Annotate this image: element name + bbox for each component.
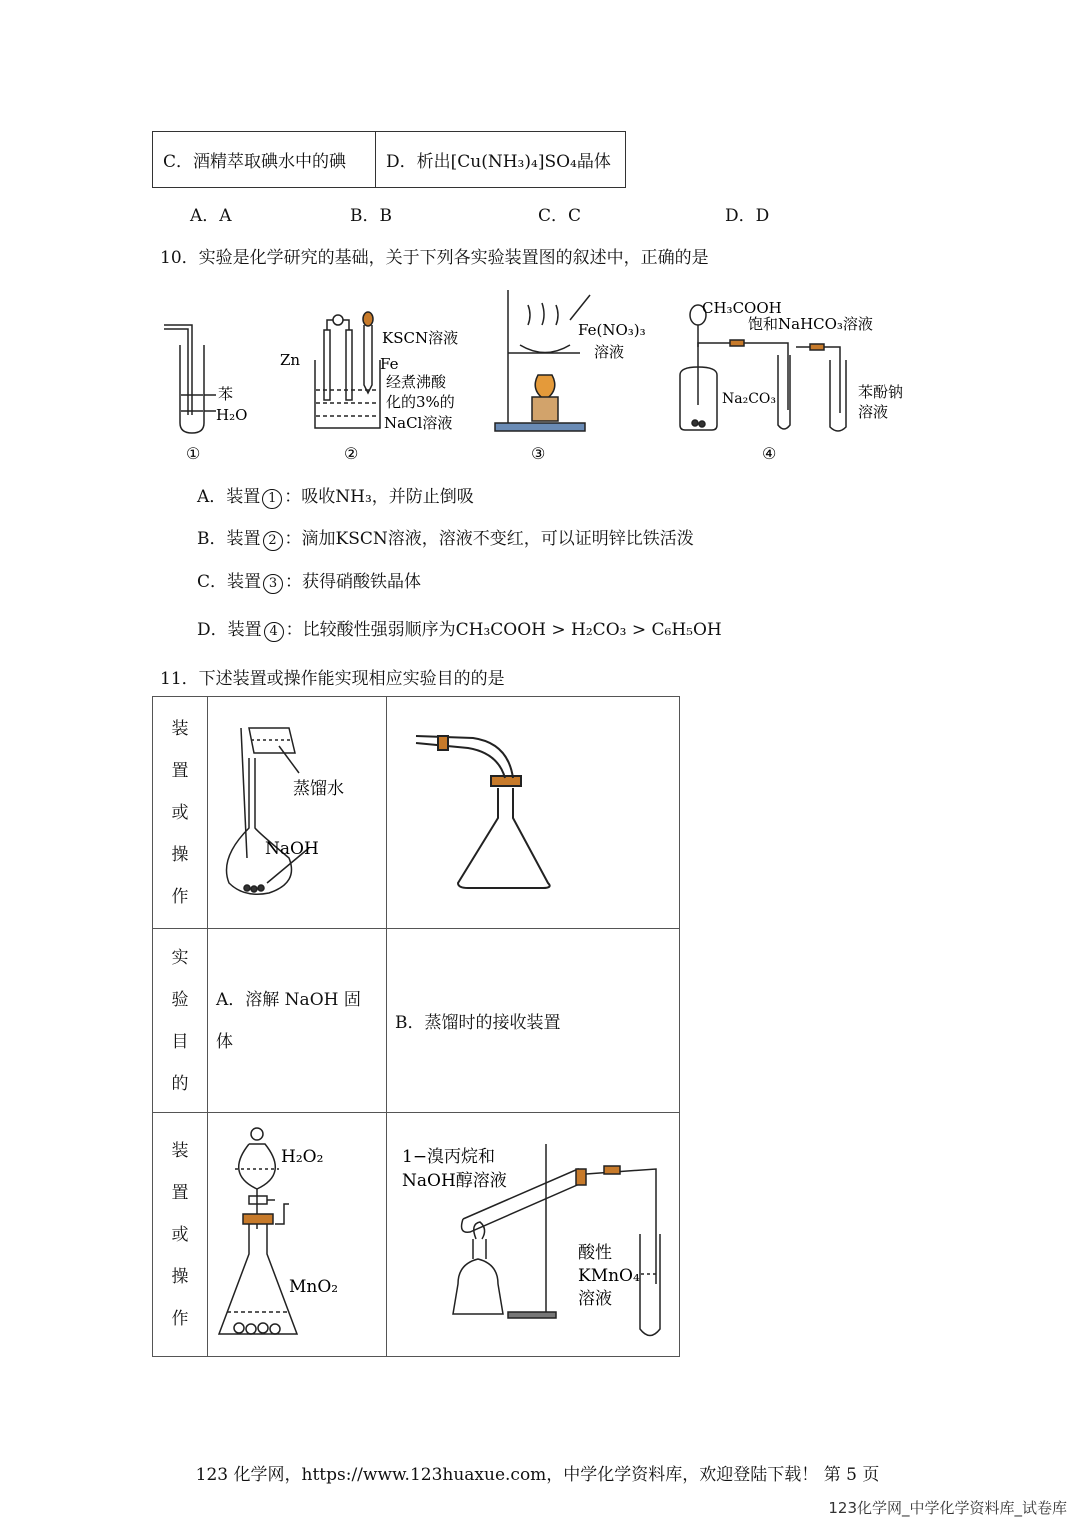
q9-answer-d: D．D	[725, 206, 770, 226]
page-footer: 123 化学网，https://www.123huaxue.com，中学化学资料库，欢迎登陆下载！ 第 5 页	[195, 1465, 880, 1485]
fig2-number: ②	[344, 444, 359, 463]
h2o2-mno2-figure	[209, 1114, 385, 1350]
q11-row-header-device-2	[153, 1113, 208, 1357]
q9-option-c-cell: C．酒精萃取碘水中的碘	[153, 132, 376, 188]
q10-option-b-text: ：滴加KSCN溶液，溶液不变红，可以证明锌比铁活泼	[284, 529, 694, 549]
fig3-number: ③	[531, 444, 546, 463]
watermark-text: 123化学网_中学化学资料库_试卷库	[828, 1499, 1067, 1517]
elimination-kmno4-figure	[388, 1114, 678, 1350]
purpose-a-line1: A．溶解 NaOH 固	[216, 989, 361, 1010]
fig3-label-formula: Fe(NO₃)₃	[578, 321, 646, 339]
q10-option-a	[197, 482, 474, 509]
fig4-label-solution: 溶液	[858, 403, 889, 421]
fig4-label-nahco3: 饱和NaHCO₃溶液	[748, 315, 873, 333]
q10-option-b	[197, 524, 694, 551]
header-char: 置	[171, 1182, 189, 1203]
header-char: 或	[171, 1224, 189, 1245]
fig1-number: ①	[186, 444, 201, 463]
header-char: 验	[171, 989, 189, 1010]
q10-option-d-prefix: D．装置	[197, 620, 262, 640]
q10-option-c-prefix: C．装置	[197, 572, 262, 592]
fig2-label-fe: Fe	[380, 355, 399, 373]
label-distilled-water: 蒸馏水	[293, 779, 344, 799]
q11-cell-c-apparatus	[208, 1113, 387, 1357]
q11-cell-b-purpose	[387, 929, 680, 1113]
header-char: 装	[171, 718, 189, 739]
q10-option-b-circled-number: 2	[263, 531, 283, 551]
fig3-label-solution: 溶液	[594, 343, 625, 361]
fig4-label-na2co3: Na₂CO₃	[722, 391, 777, 407]
fig2-label-line3: NaCl溶液	[384, 414, 453, 432]
q10-option-a-prefix: A．装置	[197, 487, 261, 507]
q10-option-a-text: ：吸收NH₃，并防止倒吸	[284, 487, 474, 507]
q11-cell-a-apparatus	[208, 697, 387, 929]
fig4-label-phenolate: 苯酚钠	[858, 383, 904, 401]
label-solution: 溶液	[578, 1289, 612, 1309]
fig1-label-benzene: 苯	[218, 385, 234, 403]
q11-cell-d-apparatus	[387, 1113, 680, 1357]
header-char: 装	[171, 1140, 189, 1161]
q10-option-a-circled-number: 1	[262, 489, 282, 509]
fig4-number: ④	[762, 444, 777, 463]
purpose-b-text: B．蒸馏时的接收装置	[395, 1013, 561, 1033]
fig2-beaker	[315, 312, 380, 428]
q9-option-d-cell: D．析出[Cu(NH₃)₄]SO₄晶体	[376, 132, 626, 188]
q10-option-c-circled-number: 3	[263, 574, 283, 594]
fig2-label-zn: Zn	[280, 351, 301, 369]
fig1-label-water: H₂O	[216, 406, 248, 424]
header-char: 的	[171, 1073, 189, 1094]
fig1-test-tube	[164, 325, 216, 433]
header-char: 操	[171, 844, 189, 865]
fig2-label-line2: 化的3%的	[386, 393, 455, 411]
label-naoh-alcohol: NaOH醇溶液	[402, 1171, 507, 1191]
q9-answer-b: B．B	[350, 206, 392, 226]
q10-option-d-circled-number: 4	[264, 622, 284, 642]
q9-answer-a: A．A	[190, 206, 232, 226]
fig2-label-line1: 经煮沸酸	[386, 373, 447, 391]
volumetric-flask-figure	[209, 698, 385, 922]
header-char: 目	[171, 1031, 189, 1052]
header-char: 置	[171, 760, 189, 781]
q10-option-b-prefix: B．装置	[197, 529, 261, 549]
header-char: 操	[171, 1266, 189, 1287]
header-char: 作	[171, 1308, 189, 1329]
q11-cell-a-purpose	[208, 929, 387, 1113]
q11-row-header-purpose	[153, 929, 208, 1113]
q9-answer-c: C．C	[538, 206, 582, 226]
label-naoh: NaOH	[265, 839, 319, 859]
label-kmno4: KMnO₄	[578, 1266, 640, 1286]
label-h2o2: H₂O₂	[281, 1147, 324, 1167]
purpose-a-line2: 体	[216, 1031, 233, 1052]
q10-option-c-text: ：获得硝酸铁晶体	[285, 572, 422, 592]
conical-flask-adapter-figure	[388, 698, 678, 922]
q10-apparatus-figure	[150, 285, 930, 465]
fig3-evaporation-setup	[495, 290, 590, 431]
q10-option-c	[197, 567, 421, 594]
q9-options-table	[152, 131, 626, 188]
q11-table	[152, 696, 680, 1357]
header-char: 实	[171, 947, 189, 968]
label-acidic: 酸性	[578, 1243, 612, 1263]
q10-stem: 10．实验是化学研究的基础，关于下列各实验装置图的叙述中，正确的是	[160, 248, 709, 268]
q11-cell-b-apparatus	[387, 697, 680, 929]
fig4-label-acetic: CH₃COOH	[702, 299, 782, 317]
header-char: 或	[171, 802, 189, 823]
q11-row-header-device-1	[153, 697, 208, 929]
q10-option-d	[197, 615, 722, 642]
header-char: 作	[171, 886, 189, 907]
label-mno2: MnO₂	[289, 1277, 339, 1297]
q10-option-d-text: ：比较酸性强弱顺序为CH₃COOH > H₂CO₃ > C₆H₅OH	[285, 620, 722, 640]
q11-stem: 11．下述装置或操作能实现相应实验目的的是	[160, 669, 505, 689]
fig2-label-kscn: KSCN溶液	[382, 329, 459, 347]
label-bromopropane: 1−溴丙烷和	[402, 1147, 496, 1167]
